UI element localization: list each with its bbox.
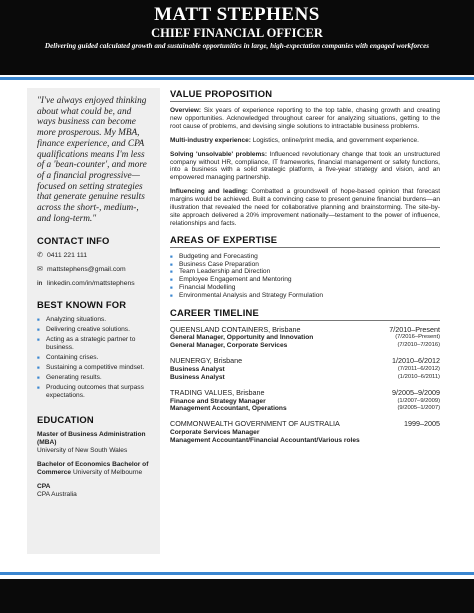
job-title: Corporate Services Manager (170, 429, 260, 437)
education-school: CPA Australia (37, 491, 77, 499)
personal-quote: "I've always enjoyed thinking about what could be, and ways business can become more prosperous. My MBA, finance experience, and CPA qualifications means I'm less of a 'bean-counter', and more of a financial progressive—focused on setting strategies that generate genuine results across the short-, medium-, and long-term." (37, 96, 147, 224)
contact-heading: CONTACT INFO (37, 235, 110, 247)
education-item (37, 431, 152, 455)
list-item: ■ Business Case Preparation (170, 261, 440, 269)
main-content (170, 88, 440, 452)
list-item: ■ Financial Modelling (170, 284, 440, 292)
candidate-role: CHIEF FINANCIAL OFFICER (151, 26, 323, 40)
job-company: TRADING VALUES, Brisbane (170, 387, 265, 397)
job-title: Business Analyst (170, 365, 225, 373)
linkedin-icon: in (37, 281, 43, 288)
job-dates: 7/2010–Present (389, 324, 440, 334)
best-known-heading: BEST KNOWN FOR (37, 299, 127, 311)
career-timeline-heading: CAREER TIMELINE (170, 307, 440, 321)
job-role-dates: (1/2010–6/2011) (397, 373, 440, 380)
list-item: ■ Environmental Analysis and Strategy Formulation (170, 292, 440, 300)
job-entry (170, 389, 440, 414)
job-title: Finance and Strategy Manager (170, 397, 266, 405)
phone-icon: ✆ (37, 252, 43, 260)
education-degree: Master of Business Administration (MBA) (37, 431, 146, 447)
resume-footer (0, 579, 474, 613)
job-title: Business Analyst (170, 373, 225, 381)
list-item: ■ Generating results. (37, 374, 152, 382)
paragraph-lead: Overview: (170, 107, 202, 114)
expertise-heading: AREAS OF EXPERTISE (170, 234, 440, 248)
contact-email-text: mattstephens@gmail.com (47, 266, 126, 274)
paragraph-lead: Multi-industry experience: (170, 136, 251, 144)
education-degree: Bachelor of Economics Bachelor of Commerce (37, 461, 149, 477)
job-role-dates: (7/2011–6/2012) (397, 365, 440, 372)
contact-linkedin-text: linkedin.com/in/mattstephens (47, 280, 135, 288)
job-entry (170, 326, 440, 351)
job-dates: 1999–2005 (404, 419, 440, 429)
paragraph-text: Combatted a groundswell of hope-based opinion that forecast margins would be achieved. Built a convincing case to present genuine financial burdens—an illustration that revealed the need for collaborative planning and brainstorming. The site-by-site approach delivered a 20% improvement nationally—testament to the power of influence, relationships and facts. (170, 188, 441, 227)
education-item (37, 483, 152, 499)
header-divider-blue (0, 77, 474, 80)
value-paragraph (170, 188, 440, 228)
job-entry (170, 357, 440, 382)
job-title: Management Accountant, Operations (170, 405, 287, 413)
candidate-tagline: Delivering guided calculated growth and sustainable opportunities in large, high-expectation companies with engaged workforces (44, 42, 430, 50)
job-role-dates: (7/2010–7/2016) (397, 342, 440, 349)
education-school: University of Melbourne (72, 469, 143, 477)
list-item: ■ Analyzing situations. (37, 316, 152, 324)
list-item: ■ Budgeting and Forecasting (170, 253, 440, 261)
education-item (37, 461, 152, 477)
job-title: Management Accountant/Financial Accountant/Various roles (170, 437, 360, 445)
paragraph-lead: Influencing and leading: (170, 188, 248, 196)
education-heading: EDUCATION (37, 414, 94, 426)
job-dates: 1/2010–6/2012 (392, 356, 440, 366)
resume-header (0, 0, 474, 75)
job-title: General Manager, Corporate Services (170, 342, 288, 350)
list-item: ■ Sustaining a competitive mindset. (37, 364, 152, 372)
job-entry (170, 420, 440, 445)
paragraph-text: Influenced revolutionary change that took an unstructured company without HR, compliance, IT frameworks, financial management or safety functions, into a business with a solid strategic platform, a five-year strategy and vision, and an empowered managing partnership. (170, 150, 440, 182)
list-item: ■ Acting as a strategic partner to business. (37, 336, 152, 352)
contact-list (37, 252, 152, 288)
sidebar (27, 88, 160, 554)
education-degree: CPA (37, 483, 51, 491)
value-paragraph (170, 107, 440, 131)
job-company: NUENERGY, Brisbane (170, 356, 243, 366)
list-item: ■ Team Leadership and Direction (170, 268, 440, 276)
value-proposition-heading: VALUE PROPOSITION (170, 88, 440, 102)
contact-phone-text: 0411 221 111 (47, 252, 88, 260)
job-company: COMMONWEALTH GOVERNMENT OF AUSTRALIA (170, 419, 340, 429)
paragraph-text: Logistics, online/print media, and government experience. (252, 136, 419, 144)
candidate-name: MATT STEPHENS (154, 4, 320, 25)
contact-email[interactable] (37, 266, 152, 274)
job-dates: 9/2005–9/2009 (392, 387, 440, 397)
email-icon: ✉ (37, 266, 43, 274)
list-item: ■ Delivering creative solutions. (37, 326, 152, 334)
paragraph-lead: Solving 'unsolvable' problems: (170, 150, 268, 158)
footer-divider-white (0, 575, 474, 577)
job-role-dates: (7/2016–Present) (395, 334, 440, 341)
contact-phone[interactable] (37, 252, 152, 260)
list-item: ■ Employee Engagement and Mentoring (170, 276, 440, 284)
education-school: University of New South Wales (37, 447, 128, 455)
job-role-dates: (9/2005–1/2007) (397, 405, 440, 412)
job-role-dates: (1/2007–9/2009) (397, 397, 440, 404)
value-paragraph (170, 137, 440, 145)
paragraph-text: Six years of experience reporting to the top table, chasing growth and creating new opportunities. Acknowledged throughout career for analyzing situations, getting to the root cause of problems, and devising single solutions to intractable business problems. (170, 107, 440, 130)
list-item: ■ Producing outcomes that surpass expectations. (37, 384, 152, 400)
value-paragraph (170, 151, 440, 183)
job-company: QUEENSLAND CONTAINERS, Brisbane (170, 324, 301, 334)
job-title: General Manager, Opportunity and Innovation (170, 334, 314, 342)
contact-linkedin[interactable] (37, 280, 152, 288)
list-item: ■ Containing crises. (37, 354, 152, 362)
expertise-list (170, 253, 440, 300)
best-known-list (37, 316, 152, 400)
